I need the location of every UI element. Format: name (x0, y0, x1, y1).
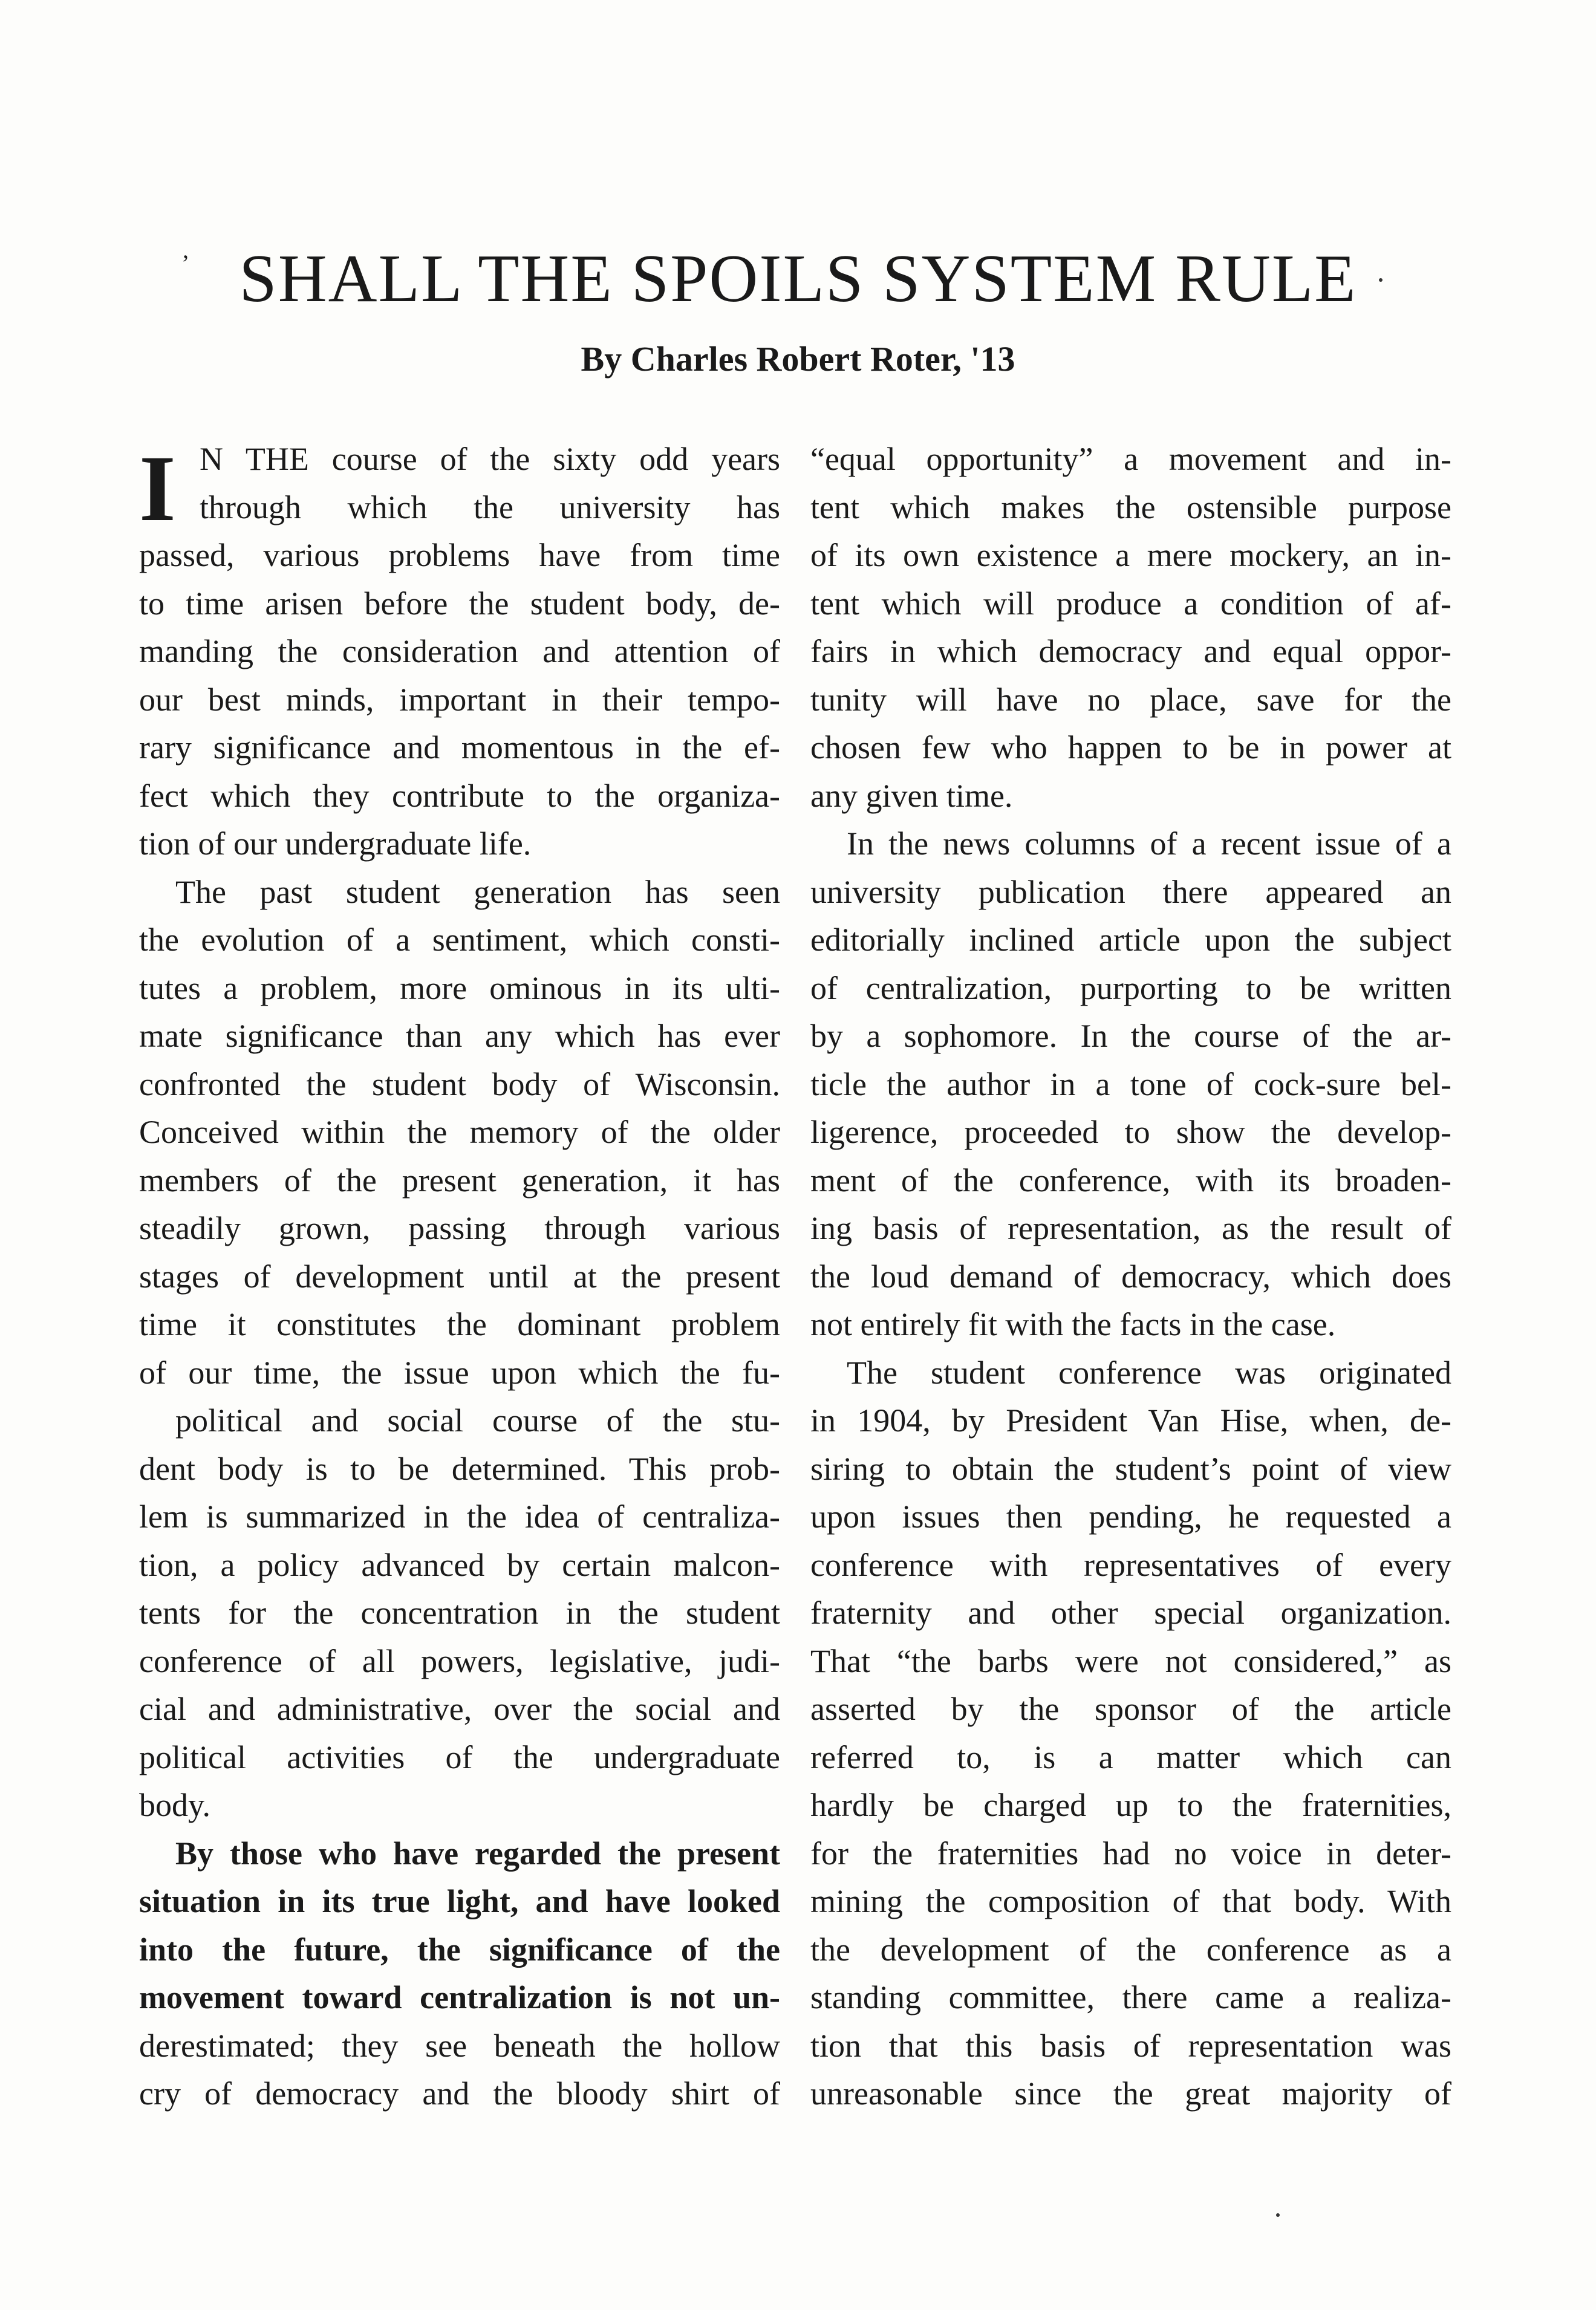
text-line: ment of the conference, with its broaden- (810, 1162, 1451, 1199)
text-line: not entirely fit with the facts in the case. (810, 1306, 1336, 1342)
text-line: In the news columns of a recent issue of a (847, 825, 1451, 862)
text-line: upon issues then pending, he requested a (810, 1498, 1451, 1535)
text-line: time it constitutes the dominant problem (139, 1306, 780, 1342)
text-line: derestimated; they see beneath the hollow (139, 2027, 780, 2064)
text-line: of our time, the issue upon which the fu- (139, 1354, 780, 1391)
text-line: any given time. (810, 777, 1013, 814)
text-line: confronted the student body of Wisconsin. (139, 1066, 780, 1102)
article-title: SHALL THE SPOILS SYSTEM RULE (239, 241, 1357, 316)
text-line: ticle the author in a tone of cock-sure bel- (810, 1066, 1451, 1102)
text-line: conference of all powers, legislative, judi- (139, 1642, 780, 1679)
text-line: the development of the conference as a (810, 1931, 1451, 1968)
text-line: for the fraternities had no voice in deter- (810, 1835, 1451, 1872)
text-line: our best minds, important in their tempo- (139, 681, 780, 718)
text-line: into the future, the significance of the (139, 1931, 780, 1968)
text-line: cial and administrative, over the social and (139, 1691, 780, 1727)
text-line: tunity will have no place, save for the (810, 681, 1451, 718)
text-line: manding the consideration and attention of (139, 633, 780, 669)
text-line: tent which will produce a condition of af- (810, 585, 1451, 622)
text-line: dent body is to be determined. This prob- (139, 1450, 780, 1487)
text-line: unreasonable since the great majority of (810, 2075, 1451, 2112)
print-speck (1379, 278, 1383, 282)
text-line: political activities of the undergraduate (139, 1739, 780, 1775)
text-line: N THE course of the sixty odd years (200, 441, 780, 477)
text-line: tion, a policy advanced by certain malcon- (139, 1546, 780, 1583)
text-line: tents for the concentration in the student (139, 1595, 780, 1631)
text-line: fect which they contribute to the organiza- (139, 777, 780, 814)
text-line: situation in its true light, and have looked (139, 1883, 780, 1919)
text-line: through which the university has (200, 489, 780, 525)
text-line: ing basis of representation, as the result of (810, 1210, 1451, 1246)
text-line: Conceived within the memory of the older (139, 1114, 780, 1150)
left-column (139, 435, 780, 2118)
text-line: “equal opportunity” a movement and in- (810, 441, 1451, 477)
print-speck (1276, 2213, 1280, 2217)
text-line: steadily grown, passing through various (139, 1210, 780, 1246)
article-byline: By Charles Robert Roter, '13 (581, 339, 1015, 379)
text-line: the evolution of a sentiment, which consti- (139, 922, 780, 958)
text-line: of centralization, purporting to be written (810, 969, 1451, 1006)
text-line: to time arisen before the student body, de- (139, 585, 780, 622)
text-line: movement toward centralization is not un- (139, 1979, 780, 2016)
paragraph-emphasis (139, 1830, 780, 2022)
text-line: political and social course of the stu- (175, 1402, 780, 1439)
text-line: the loud demand of democracy, which does (810, 1258, 1451, 1295)
text-line: stages of development until at the present (139, 1258, 780, 1295)
text-line: The student conference was originated (847, 1354, 1451, 1391)
text-line: cry of democracy and the bloody shirt of (139, 2075, 780, 2112)
text-line: lem is summarized in the idea of centraliza- (139, 1498, 780, 1535)
text-line: by a sophomore. In the course of the ar- (810, 1018, 1451, 1054)
text-line: tutes a problem, more ominous in its ulti- (139, 969, 780, 1006)
text-line: university publication there appeared an (810, 873, 1451, 910)
text-line: fraternity and other special organization. (810, 1595, 1451, 1631)
text-line: rary significance and momentous in the ef- (139, 729, 780, 766)
text-line: mining the composition of that body. With (810, 1883, 1451, 1919)
text-line: siring to obtain the student’s point of view (810, 1450, 1451, 1487)
stray-mark: ’ (181, 250, 190, 277)
drop-cap: I (139, 436, 176, 541)
text-line: tion that this basis of representation was (810, 2027, 1451, 2064)
text-line: The past student generation has seen (175, 873, 780, 910)
text-line: mate significance than any which has ever (139, 1018, 780, 1054)
text-line: chosen few who happen to be in power at (810, 729, 1451, 766)
text-line: asserted by the sponsor of the article (810, 1691, 1451, 1727)
text-line: hardly be charged up to the fraternities, (810, 1787, 1451, 1823)
text-line: of its own existence a mere mockery, an in- (810, 537, 1451, 573)
text-line: editorially inclined article upon the subject (810, 922, 1451, 958)
text-line: tent which makes the ostensible purpose (810, 489, 1451, 525)
text-line: referred to, is a matter which can (810, 1739, 1451, 1775)
text-line: members of the present generation, it has (139, 1162, 780, 1199)
right-column (810, 435, 1451, 2118)
text-line: fairs in which democracy and equal oppor- (810, 633, 1451, 669)
text-line: That “the barbs were not considered,” as (810, 1642, 1451, 1679)
text-line: passed, various problems have from time (139, 537, 780, 573)
text-line: in 1904, by President Van Hise, when, de- (810, 1402, 1451, 1439)
text-line: standing committee, there came a realiza- (810, 1979, 1451, 2016)
text-line: ligerence, proceeded to show the develop- (810, 1114, 1451, 1150)
text-line: tion of our undergraduate life. (139, 825, 532, 862)
text-line: conference with representatives of every (810, 1546, 1451, 1583)
text-line: By those who have regarded the present (175, 1835, 780, 1872)
text-line: body. (139, 1787, 210, 1823)
